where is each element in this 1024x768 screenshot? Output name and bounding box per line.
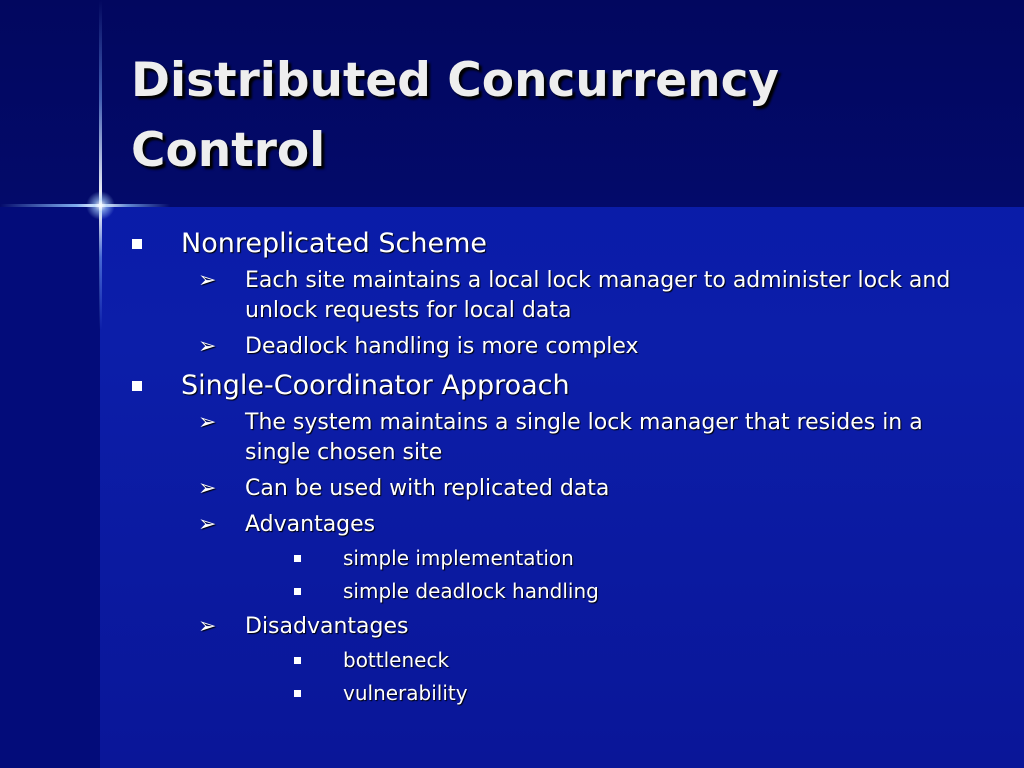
bullet-item	[130, 368, 980, 404]
small-square-bullet-icon	[294, 690, 301, 697]
sub-sub-bullet-text: simple deadlock handling	[343, 579, 599, 603]
slide-title	[131, 46, 991, 186]
bullet-item	[130, 226, 980, 262]
sub-bullet-text: Can be used with replicated data	[245, 476, 610, 501]
arrow-bullet-icon: ➢	[198, 410, 217, 435]
sub-sub-bullet-text: vulnerability	[343, 681, 468, 705]
sub-sub-bullet-text: bottleneck	[343, 648, 450, 672]
sub-bullet-item	[130, 612, 980, 642]
sub-sub-bullet-item	[130, 678, 980, 708]
small-square-bullet-icon	[294, 657, 301, 664]
sub-sub-bullet-item	[130, 645, 980, 675]
slide-title-line: Distributed Concurrency	[131, 53, 780, 108]
small-square-bullet-icon	[294, 555, 301, 562]
sub-bullet-item	[130, 510, 980, 540]
sub-bullet-text: Each site maintains a local lock manager to administer lock and unlock requests for local data	[245, 268, 951, 323]
sub-bullet-item	[130, 474, 980, 504]
arrow-bullet-icon: ➢	[198, 268, 217, 293]
arrow-bullet-icon: ➢	[198, 476, 217, 501]
arrow-bullet-icon: ➢	[198, 614, 217, 639]
sparkle-horizontal-line	[0, 204, 170, 207]
bullet-text: Nonreplicated Scheme	[181, 228, 488, 259]
sparkle-vertical-line	[99, 0, 102, 330]
sub-bullet-list	[130, 408, 980, 708]
small-square-bullet-icon	[294, 588, 301, 595]
sub-bullet-text: Deadlock handling is more complex	[245, 334, 639, 359]
square-bullet-icon	[132, 381, 142, 391]
sub-bullet-item	[130, 332, 980, 362]
sparkle-star-icon	[86, 191, 115, 220]
arrow-bullet-icon: ➢	[198, 512, 217, 537]
sub-bullet-text: The system maintains a single lock manager that resides in a single chosen site	[245, 410, 923, 465]
sub-bullet-text: Disadvantages	[245, 614, 409, 639]
sub-sub-bullet-item	[130, 543, 980, 573]
slide-title-line: Control	[131, 123, 326, 178]
sub-bullet-item	[130, 408, 980, 468]
left-band	[0, 207, 100, 768]
arrow-bullet-icon: ➢	[198, 334, 217, 359]
sub-sub-bullet-text: simple implementation	[343, 546, 574, 570]
bullet-text: Single-Coordinator Approach	[181, 370, 570, 401]
slide-body	[130, 226, 980, 708]
square-bullet-icon	[132, 239, 142, 249]
sub-bullet-text: Advantages	[245, 512, 376, 537]
sub-bullet-item	[130, 266, 980, 326]
sub-bullet-list	[130, 266, 980, 362]
sub-sub-bullet-item	[130, 576, 980, 606]
